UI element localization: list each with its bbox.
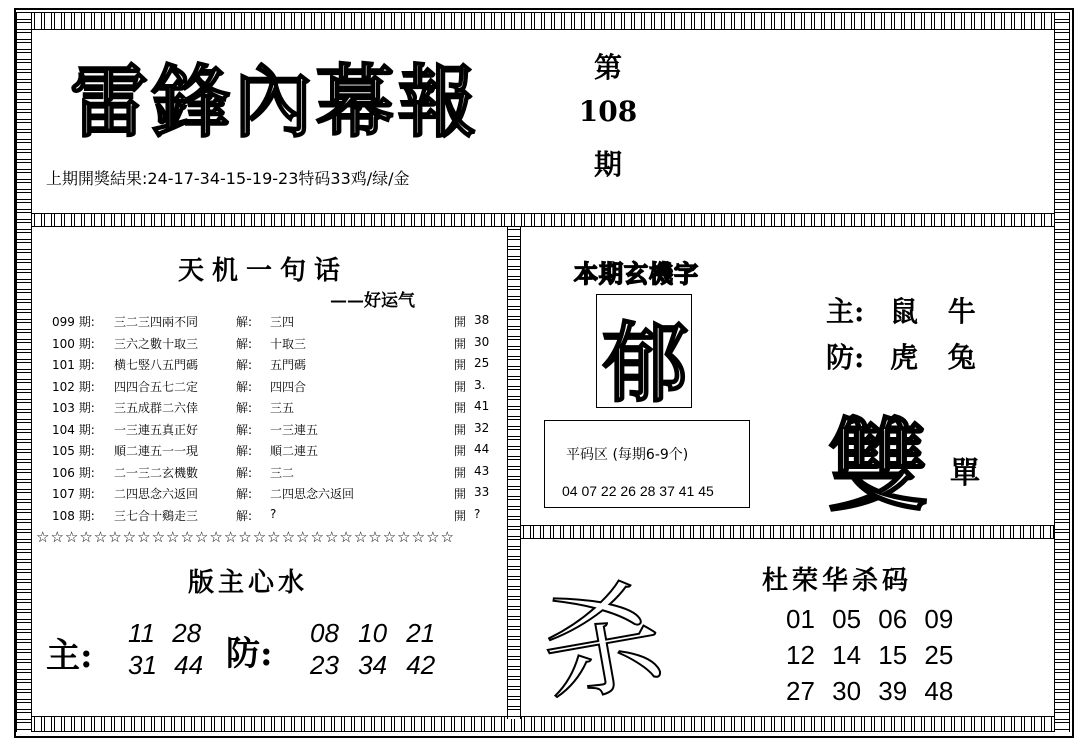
row-riddle: 一三連五真正好 <box>114 422 199 437</box>
row-issue: 108 期: <box>52 508 95 523</box>
tianji-row <box>52 442 492 463</box>
row-answer: ? <box>270 506 277 521</box>
zodiac-zhu-label: 主: <box>826 295 865 328</box>
row-answer: 三四 <box>270 315 295 329</box>
row-num: 25 <box>474 356 490 370</box>
row-num: ? <box>474 506 481 521</box>
row-jie: 解: <box>236 401 253 415</box>
row-answer: 順二連五 <box>270 444 319 458</box>
banzhu-fang-row2: 23 34 42 <box>310 650 436 680</box>
row-riddle: 四四合五七二定 <box>114 379 199 394</box>
row-answer: 五門碼 <box>270 358 307 372</box>
newspaper-title: 雷鋒內幕報 <box>70 57 481 148</box>
top-border <box>22 12 1068 30</box>
kill-row: 12 14 15 25 <box>786 640 954 670</box>
zodiac-fang-label: 防: <box>826 341 865 374</box>
banzhu-title: 版主心水 <box>188 568 309 598</box>
kill-stamp: 杀 <box>530 565 673 724</box>
row-issue: 107 期: <box>52 487 95 501</box>
row-kai: 開 <box>454 465 467 480</box>
row-riddle: 二四思念六返回 <box>114 487 199 501</box>
kill-title: 杜荣华杀码 <box>762 566 913 596</box>
row-riddle: 三七合十鷄走三 <box>114 508 199 523</box>
row-num: 3. <box>474 377 486 392</box>
row-kai: 開 <box>454 358 467 372</box>
issue-number: 108 <box>578 95 638 128</box>
row-riddle: 順二連五一一現 <box>114 444 199 458</box>
row-jie: 解: <box>236 444 253 458</box>
row-answer: 三五 <box>270 401 295 415</box>
row-issue: 099 期: <box>52 315 95 329</box>
row-kai: 開 <box>454 315 467 329</box>
zodiac-fang-value: 虎 兔 <box>890 341 986 374</box>
row-kai: 開 <box>454 487 467 501</box>
banzhu-zhu-row1: 11 28 <box>128 618 202 648</box>
tianji-row <box>52 335 492 356</box>
row-kai: 開 <box>454 379 467 394</box>
tianji-row <box>52 378 492 399</box>
kill-row: 01 05 06 09 <box>786 604 954 634</box>
row-num: 38 <box>474 313 490 327</box>
row-jie: 解: <box>236 508 253 523</box>
tianji-row <box>52 464 492 485</box>
banzhu-fang-label: 防: <box>226 634 273 674</box>
row-issue: 105 期: <box>52 444 95 458</box>
xuanji-title: 本期玄機字 <box>574 260 699 288</box>
last-result: 上期開獎結果:24-17-34-15-19-23特码33鸡/绿/金 <box>46 169 410 188</box>
row-issue: 103 期: <box>52 401 95 415</box>
banzhu-fang-row1: 08 10 21 <box>310 618 436 648</box>
row-num: 32 <box>474 420 490 435</box>
row-issue: 106 期: <box>52 465 95 480</box>
zodiac-zhu-value: 鼠 牛 <box>890 295 986 328</box>
row-answer: 三二 <box>270 465 295 480</box>
row-jie: 解: <box>236 336 253 351</box>
pingma-title: 平码区 (每期6-9个) <box>566 447 689 463</box>
left-border <box>16 12 32 732</box>
row-riddle: 三六之數十取三 <box>114 336 199 351</box>
row-jie: 解: <box>236 487 253 501</box>
middle-border <box>507 227 521 719</box>
row-jie: 解: <box>236 358 253 372</box>
tianji-row <box>52 485 492 506</box>
star-divider: ☆☆☆☆☆☆☆☆☆☆☆☆☆☆☆☆☆☆☆☆☆☆☆☆☆☆☆☆☆ <box>36 528 455 546</box>
row-num: 41 <box>474 399 490 413</box>
row-issue: 102 期: <box>52 379 95 394</box>
row-kai: 開 <box>454 336 467 351</box>
row-num: 33 <box>474 485 490 499</box>
issue-prefix: 第 <box>593 51 622 84</box>
issue-suffix: 期 <box>593 148 622 181</box>
tianji-row <box>52 399 492 420</box>
row-riddle: 二一三二玄機數 <box>114 465 199 480</box>
pingma-numbers: 04 07 22 26 28 37 41 45 <box>562 483 714 499</box>
row-jie: 解: <box>236 315 253 329</box>
tianji-title: 天机一句话 <box>178 256 349 286</box>
tianji-row <box>52 313 492 334</box>
right-border <box>1054 12 1070 732</box>
row-riddle: 三五成群二六倖 <box>114 401 199 415</box>
row-answer: 十取三 <box>270 336 307 351</box>
row-jie: 解: <box>236 465 253 480</box>
right-divider-border <box>521 525 1054 539</box>
row-kai: 開 <box>454 444 467 458</box>
row-kai: 開 <box>454 508 467 523</box>
xuanji-char: 郁 <box>602 313 688 414</box>
tianji-subtitle: ——好运气 <box>330 291 415 311</box>
tianji-row <box>52 356 492 377</box>
row-jie: 解: <box>236 379 253 394</box>
row-riddle: 横七竪八五門碼 <box>114 358 199 372</box>
header-bottom-border <box>22 213 1068 227</box>
row-num: 44 <box>474 442 490 456</box>
row-answer: 二四思念六返回 <box>270 487 355 501</box>
row-kai: 開 <box>454 422 467 437</box>
row-jie: 解: <box>236 422 253 437</box>
banzhu-zhu-row2: 31 44 <box>128 650 204 680</box>
row-issue: 104 期: <box>52 422 95 437</box>
bottom-border <box>22 716 1068 732</box>
row-riddle: 三二三四兩不同 <box>114 315 199 329</box>
row-kai: 開 <box>454 401 467 415</box>
row-num: 30 <box>474 334 490 349</box>
row-issue: 101 期: <box>52 358 95 372</box>
banzhu-zhu-label: 主: <box>46 636 93 676</box>
row-answer: 一三連五 <box>270 422 319 437</box>
kill-row: 27 30 39 48 <box>786 676 954 706</box>
zodiac-big: 雙 <box>828 407 928 525</box>
zodiac-small: 單 <box>950 456 980 491</box>
tianji-row <box>52 421 492 442</box>
row-num: 43 <box>474 463 490 478</box>
tianji-row <box>52 507 492 528</box>
row-issue: 100 期: <box>52 336 95 351</box>
row-answer: 四四合 <box>270 379 307 394</box>
